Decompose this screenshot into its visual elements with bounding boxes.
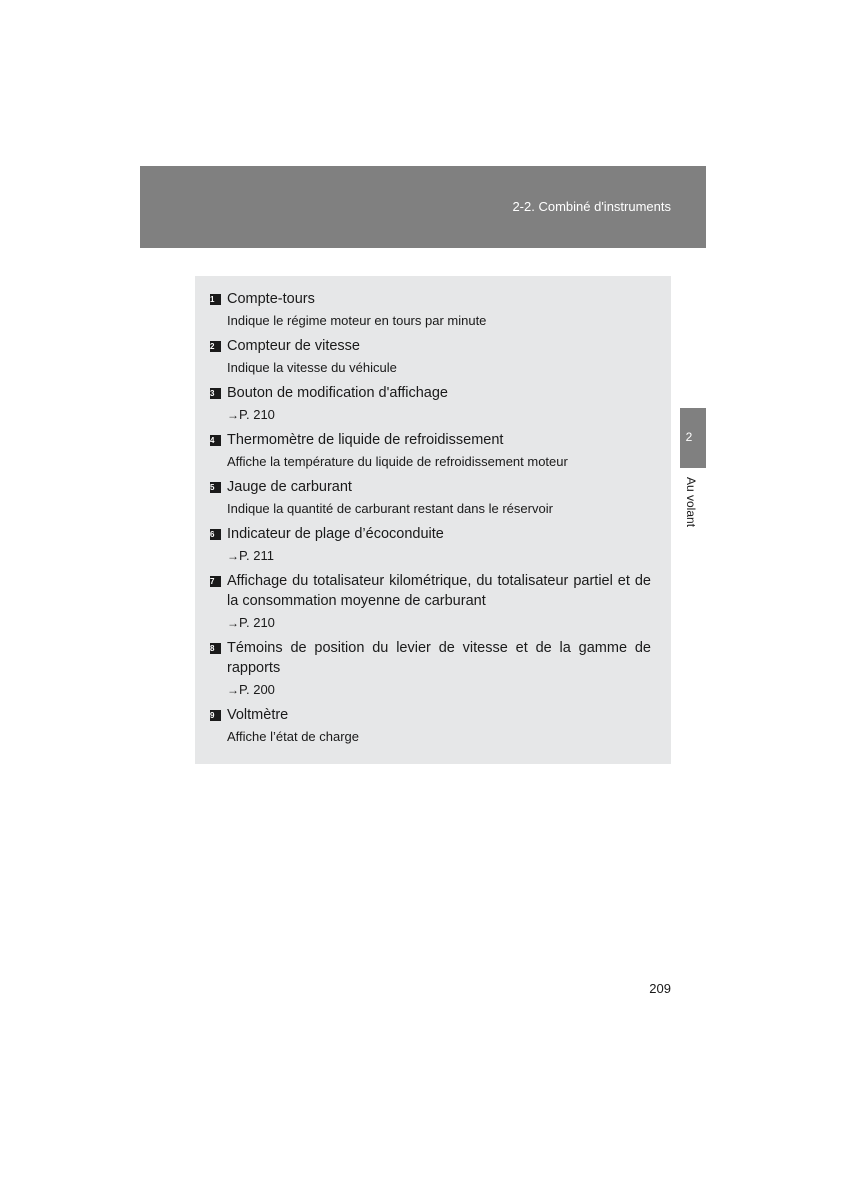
- arrow-right-icon: →: [227, 408, 239, 422]
- legend-item: [210, 705, 651, 745]
- legend-item-description: Affiche la température du liquide de refroidissement moteur: [227, 454, 568, 469]
- page-reference-link[interactable]: [210, 681, 651, 699]
- legend-item-title: [210, 430, 651, 450]
- legend-item-title-text: Compte-tours: [227, 291, 315, 307]
- legend-item-title: [210, 571, 651, 611]
- legend-item-title-text: Affichage du totalisateur kilométrique, du totalisateur partiel et de la consommation moyenne de carburant: [227, 573, 651, 609]
- chapter-tab: [680, 408, 706, 468]
- page-reference-link[interactable]: [210, 406, 651, 424]
- legend-item-title-text: Thermomètre de liquide de refroidissement: [227, 432, 504, 448]
- arrow-right-icon: →: [227, 683, 239, 697]
- legend-box: [195, 276, 671, 764]
- item-number-badge: 8: [210, 643, 221, 654]
- page-reference-link[interactable]: [210, 547, 651, 565]
- page-reference-text: P. 210: [239, 615, 275, 630]
- legend-item: [210, 477, 651, 517]
- legend-item: [210, 524, 651, 565]
- item-number-badge: 2: [210, 341, 221, 352]
- legend-item-title: [210, 638, 651, 678]
- page-reference-text: P. 200: [239, 682, 275, 697]
- arrow-right-icon: →: [227, 549, 239, 563]
- legend-item-title-text: Voltmètre: [227, 707, 289, 723]
- chapter-tab-label: Au volant: [684, 477, 698, 528]
- legend-item: [210, 571, 651, 632]
- chapter-tab-number: 2: [685, 430, 693, 444]
- item-number-badge: 7: [210, 576, 221, 587]
- legend-item-title-text: Témoins de position du levier de vitesse et de la gamme de rapports: [227, 640, 651, 676]
- legend-item: [210, 430, 651, 470]
- legend-item-title: [210, 289, 651, 309]
- legend-item: [210, 336, 651, 376]
- chapter-header: [140, 166, 706, 248]
- legend-item-title: [210, 705, 651, 725]
- legend-item-description: Indique la vitesse du véhicule: [227, 360, 397, 375]
- chapter-title: 2-2. Combiné d'instruments: [512, 199, 671, 214]
- item-number-badge: 3: [210, 388, 221, 399]
- legend-item-description: Indique le régime moteur en tours par minute: [227, 313, 487, 328]
- item-number-badge: 5: [210, 482, 221, 493]
- legend-item: [210, 638, 651, 699]
- legend-item-title: [210, 383, 651, 403]
- item-number-badge: 9: [210, 710, 221, 721]
- item-number-badge: 1: [210, 294, 221, 305]
- item-number-badge: 6: [210, 529, 221, 540]
- page-number: 209: [649, 981, 671, 996]
- legend-item-title: [210, 477, 651, 497]
- legend-item-title-text: Bouton de modification d'affichage: [227, 385, 448, 401]
- legend-item: [210, 383, 651, 424]
- legend-item-title: [210, 336, 651, 356]
- legend-item-title-text: Indicateur de plage d’écoconduite: [227, 526, 444, 542]
- arrow-right-icon: →: [227, 616, 239, 630]
- legend-item: [210, 289, 651, 329]
- legend-item-title-text: Compteur de vitesse: [227, 338, 360, 354]
- legend-item-title: [210, 524, 651, 544]
- legend-item-description: Affiche l’état de charge: [227, 729, 360, 744]
- item-number-badge: 4: [210, 435, 221, 446]
- legend-item-title-text: Jauge de carburant: [227, 479, 352, 495]
- page-reference-text: P. 210: [239, 407, 275, 422]
- legend-item-description: Indique la quantité de carburant restant dans le réservoir: [227, 501, 553, 516]
- page-reference-text: P. 211: [239, 548, 274, 563]
- page-reference-link[interactable]: [210, 614, 651, 632]
